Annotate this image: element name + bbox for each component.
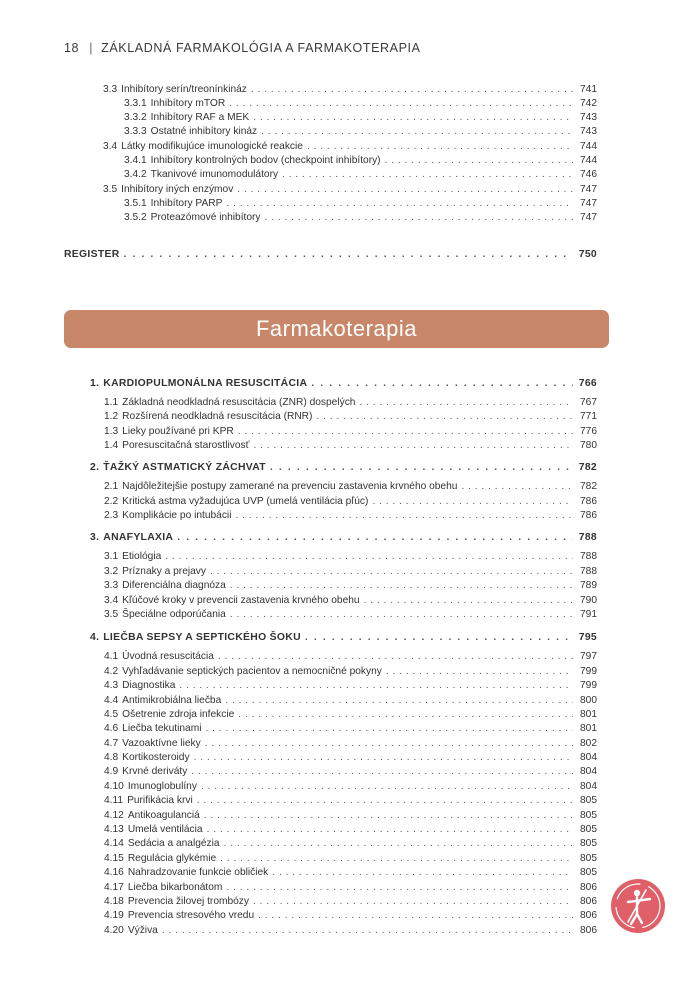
toc-entry-page: 802 xyxy=(580,738,597,749)
toc-entry-number: 3.4 xyxy=(103,141,118,152)
leader-dots xyxy=(238,425,573,439)
toc-entry[interactable] xyxy=(104,495,597,509)
toc-entry[interactable] xyxy=(103,83,597,97)
toc-entry-number: 3.3.3 xyxy=(124,126,147,137)
leader-dots xyxy=(165,550,573,564)
toc-entry-page: 743 xyxy=(580,126,597,137)
leader-dots xyxy=(272,866,573,880)
leader-dots xyxy=(229,97,573,111)
toc-entry-title: Purifikácia krvi xyxy=(127,795,193,806)
toc-entry-number: 2.3 xyxy=(104,510,119,521)
toc-chapter-number: 3. xyxy=(90,532,100,543)
toc-entry-title: Inhibítory RAF a MEK xyxy=(150,112,250,123)
running-title: ZÁKLADNÁ FARMAKOLÓGIA A FARMAKOTERAPIA xyxy=(101,41,421,55)
toc-entry-number: 4.10 xyxy=(104,781,124,792)
toc-entry-title: Nahradzovanie funkcie obličiek xyxy=(127,867,269,878)
leader-dots xyxy=(224,837,573,851)
toc-entry-title: Umelá ventilácia xyxy=(127,824,203,835)
leader-dots xyxy=(253,111,573,125)
toc-entry-number: 4.15 xyxy=(104,853,124,864)
leader-dots xyxy=(372,495,573,509)
toc-entry-number: 3.4 xyxy=(104,595,119,606)
pharmacy-figure-logo-icon xyxy=(610,878,666,934)
toc-entry-page: 776 xyxy=(580,426,597,437)
toc-entry-page: 742 xyxy=(580,98,597,109)
leader-dots xyxy=(237,183,573,197)
toc-entry-title: Prevencia žilovej trombózy xyxy=(127,896,249,907)
leader-dots xyxy=(461,480,573,494)
toc-entry[interactable] xyxy=(104,679,597,693)
toc-entry[interactable] xyxy=(104,823,597,837)
toc-entry-number: 3.5 xyxy=(104,609,119,620)
leader-dots xyxy=(205,737,573,751)
leader-dots xyxy=(364,594,573,608)
toc-entry-page: 788 xyxy=(580,551,597,562)
toc-entry-page: 800 xyxy=(580,695,597,706)
leader-dots xyxy=(204,809,573,823)
leader-dots xyxy=(265,211,573,225)
leader-dots xyxy=(316,410,573,424)
toc-entry-number: 1.4 xyxy=(104,440,119,451)
toc-entry-page: 806 xyxy=(580,896,597,907)
toc-entry-page: 747 xyxy=(580,212,597,223)
toc-entry-page: 744 xyxy=(580,155,597,166)
toc-entry-title: Inhibítory iných enzýmov xyxy=(121,184,234,195)
toc-entry-page: 747 xyxy=(580,184,597,195)
toc-entry-number: 4.16 xyxy=(104,867,124,878)
toc-entry-number: 4.9 xyxy=(104,766,119,777)
leader-dots xyxy=(210,565,573,579)
leader-dots xyxy=(230,579,573,593)
toc-chapter-number: 2. xyxy=(90,462,100,473)
toc-entry-number: 3.5 xyxy=(103,184,118,195)
toc-entry[interactable] xyxy=(124,111,597,125)
toc-entry-number: 4.19 xyxy=(104,910,124,921)
toc-entry-title: Najdôležitejšie postupy zamerané na prevenciu zastavenia krvného obehu xyxy=(122,481,458,492)
toc-entry[interactable] xyxy=(104,866,597,880)
toc-chapter-title: KARDIOPULMONÁLNA RESUSCITÁCIA xyxy=(103,378,308,389)
leader-dots xyxy=(197,794,573,808)
toc-chapter-number: 1. xyxy=(90,378,100,389)
toc-entry-title: Ošetrenie zdroja infekcie xyxy=(122,709,235,720)
toc-entry-title: Diferenciálna diagnóza xyxy=(122,580,226,591)
toc-entry-number: 4.4 xyxy=(104,695,119,706)
toc-entry-number: 1.2 xyxy=(104,411,119,422)
toc-entry-page: 804 xyxy=(580,766,597,777)
leader-dots xyxy=(270,461,573,475)
toc-entry-title: Výživa xyxy=(127,925,158,936)
toc-entry[interactable] xyxy=(104,837,597,851)
toc-entry-page: 790 xyxy=(580,595,597,606)
leader-dots xyxy=(235,509,573,523)
toc-entry[interactable] xyxy=(124,197,597,211)
toc-entry-number: 4.12 xyxy=(104,810,124,821)
toc-entry-title: Tkanivové imunomodulátory xyxy=(150,169,279,180)
toc-entry[interactable] xyxy=(124,211,597,225)
toc-entry-number: 4.7 xyxy=(104,738,119,749)
toc-entry-number: 4.1 xyxy=(104,651,119,662)
toc-entry[interactable] xyxy=(104,565,597,579)
leader-dots xyxy=(251,83,573,97)
toc-entry-title: Proteazómové inhibítory xyxy=(150,212,261,223)
toc-entry-page: 744 xyxy=(580,141,597,152)
toc-entry-number: 3.1 xyxy=(104,551,119,562)
toc-entry[interactable] xyxy=(104,909,597,923)
toc-entry-number: 4.18 xyxy=(104,896,124,907)
leader-dots xyxy=(205,722,573,736)
leader-dots xyxy=(282,168,573,182)
section-banner-title: Farmakoterapia xyxy=(255,316,418,341)
toc-entry[interactable] xyxy=(104,608,597,622)
toc-entry-page: 750 xyxy=(578,249,597,260)
toc-entry[interactable] xyxy=(104,708,597,722)
section-banner xyxy=(64,310,609,348)
toc-entry-page: 805 xyxy=(580,853,597,864)
leader-dots xyxy=(179,679,573,693)
toc-entry-page: 806 xyxy=(580,925,597,936)
toc-entry-number: 3.2 xyxy=(104,566,119,577)
toc-entry-title: Látky modifikujúce imunologické reakcie xyxy=(121,141,303,152)
toc-entry-title: Základná neodkladná resuscitácia (ZNR) dospelých xyxy=(122,397,356,408)
toc-entry[interactable] xyxy=(104,425,597,439)
toc-entry-number: 4.3 xyxy=(104,680,119,691)
toc-entry-title: Komplikácie po intubácii xyxy=(122,510,232,521)
leader-dots xyxy=(218,650,573,664)
toc-entry-page: 805 xyxy=(580,795,597,806)
toc-entry-number: 4.13 xyxy=(104,824,124,835)
toc-entry-page: 801 xyxy=(580,709,597,720)
toc-entry-page: 788 xyxy=(580,566,597,577)
leader-dots xyxy=(225,694,573,708)
toc-entry-title: Úvodná resuscitácia xyxy=(122,651,214,662)
toc-entry-title: Inhibítory PARP xyxy=(150,198,223,209)
toc-entry[interactable] xyxy=(104,694,597,708)
toc-entry[interactable] xyxy=(104,480,597,494)
toc-entry-page: 799 xyxy=(580,666,597,677)
toc-entry-title: Ostatné inhibítory kináz xyxy=(150,126,258,137)
leader-dots xyxy=(124,248,573,262)
toc-entry[interactable] xyxy=(104,509,597,523)
toc-entry-page: 797 xyxy=(580,651,597,662)
toc-entry[interactable] xyxy=(124,97,597,111)
leader-dots xyxy=(258,909,573,923)
leader-dots xyxy=(201,780,573,794)
leader-dots xyxy=(238,708,573,722)
leader-dots xyxy=(207,823,573,837)
toc-entry-number: 4.20 xyxy=(104,925,124,936)
toc-entry-number: 4.5 xyxy=(104,709,119,720)
toc-entry-number: 4.17 xyxy=(104,882,124,893)
toc-entry-title: Špeciálne odporúčania xyxy=(122,609,226,620)
leader-dots xyxy=(386,665,573,679)
toc-chapter[interactable] xyxy=(90,631,597,645)
toc-entry-title: Sedácia a analgézia xyxy=(127,838,220,849)
toc-chapter[interactable] xyxy=(90,461,597,475)
toc-entry[interactable] xyxy=(104,579,597,593)
toc-entry-page: 805 xyxy=(580,824,597,835)
toc-entry-title: Imunoglobulíny xyxy=(127,781,197,792)
leader-dots xyxy=(162,924,573,938)
toc-entry-page: 767 xyxy=(580,397,597,408)
toc-entry-page: 805 xyxy=(580,810,597,821)
toc-entry[interactable] xyxy=(104,737,597,751)
toc-entry-page: 782 xyxy=(580,481,597,492)
toc-entry[interactable] xyxy=(104,780,597,794)
toc-entry-page: 747 xyxy=(580,198,597,209)
toc-entry-page: 805 xyxy=(580,867,597,878)
toc-entry[interactable] xyxy=(104,410,597,424)
toc-entry[interactable] xyxy=(124,168,597,182)
toc-entry[interactable] xyxy=(104,924,597,938)
leader-dots xyxy=(226,197,573,211)
toc-entry-title: Liečba tekutinami xyxy=(122,723,202,734)
toc-entry-number: 2.1 xyxy=(104,481,119,492)
toc-entry[interactable] xyxy=(104,881,597,895)
toc-entry-number: 2.2 xyxy=(104,496,119,507)
toc-entry-page: 805 xyxy=(580,838,597,849)
leader-dots xyxy=(220,852,573,866)
toc-entry-page: 789 xyxy=(580,580,597,591)
toc-entry-page: 806 xyxy=(580,910,597,921)
toc-entry-page: 791 xyxy=(580,609,597,620)
toc-entry-number: 4.2 xyxy=(104,666,119,677)
toc-entry-title: Lieky používané pri KPR xyxy=(122,426,234,437)
toc-entry-title: Diagnostika xyxy=(122,680,176,691)
toc-entry[interactable] xyxy=(104,594,597,608)
toc-chapter[interactable] xyxy=(90,377,597,391)
toc-entry-number: 3.3.1 xyxy=(124,98,147,109)
toc-entry-number: 1.3 xyxy=(104,426,119,437)
toc-entry[interactable] xyxy=(104,852,597,866)
toc-entry-title: REGISTER xyxy=(64,249,120,260)
toc-register[interactable] xyxy=(64,248,597,262)
page-header xyxy=(64,41,421,55)
toc-entry-number: 3.4.1 xyxy=(124,155,147,166)
leader-dots xyxy=(253,439,573,453)
leader-dots xyxy=(230,608,573,622)
leader-dots xyxy=(191,765,573,779)
toc-entry[interactable] xyxy=(104,809,597,823)
toc-chapter-page: 795 xyxy=(578,632,597,643)
toc-entry-number: 3.5.2 xyxy=(124,212,147,223)
toc-entry-page: 799 xyxy=(580,680,597,691)
toc-entry-page: 804 xyxy=(580,752,597,763)
leader-dots xyxy=(359,396,573,410)
toc-entry-title: Inhibítory serín/treonínkináz xyxy=(121,84,247,95)
toc-entry[interactable] xyxy=(104,665,597,679)
toc-chapter-title: ANAFYLAXIA xyxy=(103,532,174,543)
toc-entry[interactable] xyxy=(124,154,597,168)
toc-entry-page: 741 xyxy=(580,84,597,95)
header-separator: | xyxy=(89,41,94,55)
toc-entry[interactable] xyxy=(104,722,597,736)
toc-entry-number: 3.4.2 xyxy=(124,169,147,180)
toc-entry[interactable] xyxy=(103,140,597,154)
toc-entry[interactable] xyxy=(104,765,597,779)
toc-entry-page: 801 xyxy=(580,723,597,734)
toc-chapter[interactable] xyxy=(90,531,597,545)
toc-chapter-number: 4. xyxy=(90,632,100,643)
toc-entry[interactable] xyxy=(104,439,597,453)
toc-entry-page: 746 xyxy=(580,169,597,180)
toc-entry-title: Krvné deriváty xyxy=(122,766,188,777)
toc-entry-title: Antikoagulanciá xyxy=(127,810,200,821)
toc-entry-title: Príznaky a prejavy xyxy=(122,566,206,577)
toc-entry-title: Vyhľadávanie septických pacientov a nemocničné pokyny xyxy=(122,666,382,677)
toc-entry[interactable] xyxy=(104,650,597,664)
toc-chapter-page: 782 xyxy=(578,462,597,473)
toc-entry-title: Vazoaktívne lieky xyxy=(122,738,201,749)
toc-chapter-page: 766 xyxy=(578,378,597,389)
toc-entry-number: 3.3.2 xyxy=(124,112,147,123)
toc-entry-title: Kortikosteroidy xyxy=(122,752,190,763)
toc-entry[interactable] xyxy=(104,751,597,765)
toc-entry-title: Etiológia xyxy=(122,551,162,562)
leader-dots xyxy=(194,751,573,765)
leader-dots xyxy=(226,881,573,895)
toc-chapter-title: ŤAŽKÝ ASTMATICKÝ ZÁCHVAT xyxy=(103,462,266,473)
toc-entry-number: 4.11 xyxy=(104,795,124,806)
leader-dots xyxy=(177,531,573,545)
page-number: 18 xyxy=(64,41,80,55)
toc-entry-title: Kritická astma vyžadujúca UVP (umelá ventilácia pľúc) xyxy=(122,496,369,507)
leader-dots xyxy=(261,125,573,139)
toc-entry-page: 743 xyxy=(580,112,597,123)
toc-entry-title: Liečba bikarbonátom xyxy=(127,882,223,893)
leader-dots xyxy=(311,377,573,391)
toc-entry-page: 771 xyxy=(580,411,597,422)
toc-entry-title: Prevencia stresového vredu xyxy=(127,910,255,921)
toc-entry-number: 1.1 xyxy=(104,397,119,408)
toc-entry-title: Poresuscitačná starostlivosť xyxy=(122,440,250,451)
toc-entry-page: 804 xyxy=(580,781,597,792)
toc-entry[interactable] xyxy=(104,794,597,808)
toc-entry-number: 4.6 xyxy=(104,723,119,734)
toc-entry-number: 4.14 xyxy=(104,838,124,849)
toc-entry[interactable] xyxy=(124,125,597,139)
toc-entry[interactable] xyxy=(104,895,597,909)
toc-entry-title: Antimikrobiálna liečba xyxy=(122,695,222,706)
toc-chapter-page: 788 xyxy=(578,532,597,543)
toc-entry-title: Inhibítory kontrolných bodov (checkpoint inhibítory) xyxy=(150,155,381,166)
toc-entry-title: Inhibítory mTOR xyxy=(150,98,226,109)
toc-entry-number: 4.8 xyxy=(104,752,119,763)
toc-entry-title: Kľúčové kroky v prevencii zastavenia krvného obehu xyxy=(122,595,360,606)
toc-entry-page: 786 xyxy=(580,496,597,507)
leader-dots xyxy=(305,631,573,645)
leader-dots xyxy=(385,154,573,168)
toc-entry-page: 806 xyxy=(580,882,597,893)
toc-entry[interactable] xyxy=(104,396,597,410)
toc-entry[interactable] xyxy=(104,550,597,564)
toc-entry[interactable] xyxy=(103,183,597,197)
toc-entry-number: 3.3 xyxy=(103,84,118,95)
leader-dots xyxy=(307,140,573,154)
leader-dots xyxy=(253,895,573,909)
toc-entry-title: Rozšírená neodkladná resuscitácia (RNR) xyxy=(122,411,313,422)
toc-entry-title: Regulácia glykémie xyxy=(127,853,217,864)
toc-entry-page: 786 xyxy=(580,510,597,521)
toc-entry-number: 3.3 xyxy=(104,580,119,591)
toc-entry-page: 780 xyxy=(580,440,597,451)
toc-entry-number: 3.5.1 xyxy=(124,198,147,209)
toc-chapter-title: LIEČBA SEPSY A SEPTICKÉHO ŠOKU xyxy=(103,632,301,643)
